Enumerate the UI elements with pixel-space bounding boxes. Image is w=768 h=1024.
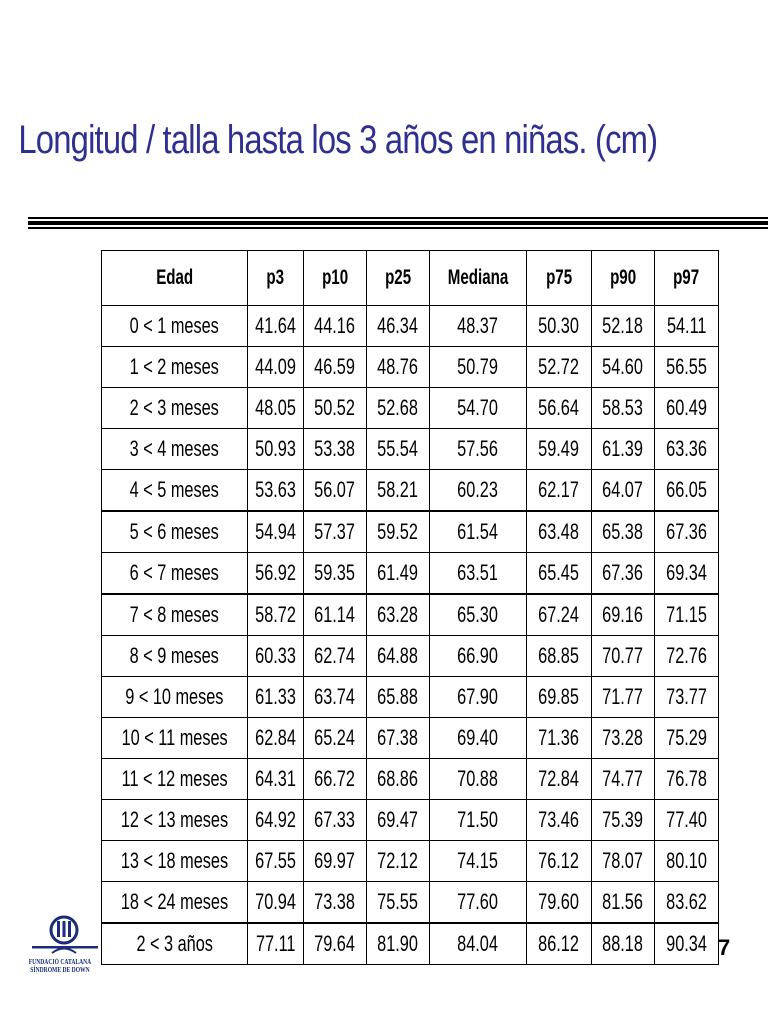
value-cell bbox=[304, 800, 367, 841]
table-row bbox=[102, 594, 719, 636]
value-cell bbox=[430, 470, 527, 512]
table-row bbox=[102, 388, 719, 429]
value-cell bbox=[592, 594, 655, 636]
value-cell bbox=[247, 388, 303, 429]
value-cell bbox=[304, 923, 367, 965]
age-cell bbox=[102, 347, 248, 388]
logo-line-2: SÍNDROME DE DOWN bbox=[30, 966, 90, 974]
cell-text: 48.37 bbox=[457, 313, 499, 338]
column-header-label: p97 bbox=[673, 266, 700, 289]
value-cell bbox=[247, 841, 303, 882]
value-cell bbox=[592, 677, 655, 718]
cell-text: 63.74 bbox=[314, 684, 356, 709]
value-cell bbox=[592, 800, 655, 841]
value-cell bbox=[655, 470, 719, 512]
cell-text: 54.60 bbox=[602, 354, 644, 379]
cell-text: 76.78 bbox=[666, 766, 707, 791]
cell-text: 11 < 12 meses bbox=[121, 766, 228, 791]
cell-text: 62.84 bbox=[255, 725, 296, 750]
cell-text: 73.28 bbox=[602, 725, 644, 750]
title-divider-top bbox=[28, 217, 768, 219]
value-cell bbox=[592, 882, 655, 924]
cell-text: 74.15 bbox=[457, 848, 499, 873]
value-cell bbox=[367, 511, 430, 553]
cell-text: 71.36 bbox=[538, 725, 580, 750]
cell-text: 65.30 bbox=[457, 602, 499, 627]
value-cell bbox=[304, 718, 367, 759]
table-row bbox=[102, 882, 719, 924]
cell-text: 86.12 bbox=[538, 931, 580, 956]
value-cell bbox=[527, 594, 592, 636]
cell-text: 3 < 4 meses bbox=[129, 436, 220, 461]
value-cell bbox=[367, 594, 430, 636]
cell-text: 7 < 8 meses bbox=[129, 602, 220, 627]
cell-text: 54.11 bbox=[666, 313, 707, 338]
cell-text: 65.24 bbox=[314, 725, 356, 750]
value-cell bbox=[655, 594, 719, 636]
table-row bbox=[102, 841, 719, 882]
table-row bbox=[102, 800, 719, 841]
cell-text: 1 < 2 meses bbox=[129, 354, 220, 379]
cell-text: 70.88 bbox=[457, 766, 499, 791]
cell-text: 13 < 18 meses bbox=[120, 848, 229, 873]
cell-text: 77.60 bbox=[457, 889, 499, 914]
value-cell bbox=[304, 594, 367, 636]
cell-text: 69.16 bbox=[602, 602, 644, 627]
cell-text: 9 < 10 meses bbox=[125, 684, 224, 709]
age-cell bbox=[102, 800, 248, 841]
cell-text: 44.16 bbox=[314, 313, 356, 338]
cell-text: 63.28 bbox=[377, 602, 419, 627]
cell-text: 52.68 bbox=[377, 395, 419, 420]
cell-text: 61.49 bbox=[377, 560, 419, 585]
value-cell bbox=[367, 882, 430, 924]
cell-text: 64.92 bbox=[255, 807, 296, 832]
cell-text: 57.37 bbox=[314, 519, 356, 544]
cell-text: 75.55 bbox=[377, 889, 419, 914]
cell-text: 70.77 bbox=[602, 643, 644, 668]
value-cell bbox=[655, 759, 719, 800]
value-cell bbox=[247, 429, 303, 470]
value-cell bbox=[430, 882, 527, 924]
cell-text: 50.79 bbox=[457, 354, 499, 379]
value-cell bbox=[304, 511, 367, 553]
value-cell bbox=[304, 553, 367, 595]
cell-text: 61.33 bbox=[255, 684, 296, 709]
value-cell bbox=[430, 388, 527, 429]
value-cell bbox=[655, 636, 719, 677]
cell-text: 66.90 bbox=[457, 643, 499, 668]
table-row bbox=[102, 923, 719, 965]
value-cell bbox=[592, 429, 655, 470]
cell-text: 64.31 bbox=[255, 766, 296, 791]
cell-text: 55.54 bbox=[377, 436, 419, 461]
cell-text: 10 < 11 meses bbox=[121, 725, 228, 750]
age-cell bbox=[102, 429, 248, 470]
value-cell bbox=[430, 636, 527, 677]
value-cell bbox=[655, 347, 719, 388]
age-cell bbox=[102, 923, 248, 965]
cell-text: 63.48 bbox=[538, 519, 580, 544]
value-cell bbox=[247, 759, 303, 800]
cell-text: 69.85 bbox=[538, 684, 580, 709]
cell-text: 79.60 bbox=[538, 889, 580, 914]
cell-text: 90.34 bbox=[666, 931, 707, 956]
column-header-label: Mediana bbox=[447, 266, 509, 289]
value-cell bbox=[247, 677, 303, 718]
value-cell bbox=[592, 388, 655, 429]
table-header-row bbox=[102, 251, 719, 306]
column-header-label: p10 bbox=[321, 266, 349, 289]
value-cell bbox=[592, 306, 655, 347]
cell-text: 84.04 bbox=[457, 931, 499, 956]
page-number: 7 bbox=[718, 935, 731, 960]
value-cell bbox=[430, 429, 527, 470]
table-row bbox=[102, 470, 719, 512]
cell-text: 69.40 bbox=[457, 725, 499, 750]
value-cell bbox=[367, 923, 430, 965]
value-cell bbox=[592, 636, 655, 677]
cell-text: 81.56 bbox=[602, 889, 644, 914]
cell-text: 67.90 bbox=[457, 684, 499, 709]
value-cell bbox=[655, 511, 719, 553]
value-cell bbox=[247, 636, 303, 677]
value-cell bbox=[655, 306, 719, 347]
cell-text: 46.34 bbox=[377, 313, 419, 338]
cell-text: 0 < 1 meses bbox=[129, 313, 220, 338]
value-cell bbox=[592, 553, 655, 595]
value-cell bbox=[247, 594, 303, 636]
cell-text: 64.07 bbox=[602, 477, 644, 502]
cell-text: 2 < 3 años bbox=[136, 931, 213, 956]
cell-text: 74.77 bbox=[602, 766, 644, 791]
cell-text: 66.72 bbox=[314, 766, 356, 791]
age-cell bbox=[102, 511, 248, 553]
value-cell bbox=[247, 882, 303, 924]
age-cell bbox=[102, 718, 248, 759]
value-cell bbox=[247, 553, 303, 595]
cell-text: 68.85 bbox=[538, 643, 580, 668]
cell-text: 65.45 bbox=[538, 560, 580, 585]
cell-text: 52.72 bbox=[538, 354, 580, 379]
cell-text: 71.77 bbox=[602, 684, 644, 709]
cell-text: 18 < 24 meses bbox=[120, 889, 229, 914]
cell-text: 63.51 bbox=[457, 560, 499, 585]
cell-text: 69.47 bbox=[377, 807, 419, 832]
column-header bbox=[304, 251, 367, 306]
cell-text: 67.36 bbox=[602, 560, 644, 585]
column-header bbox=[247, 251, 303, 306]
value-cell bbox=[304, 882, 367, 924]
column-header bbox=[367, 251, 430, 306]
age-cell bbox=[102, 553, 248, 595]
value-cell bbox=[367, 347, 430, 388]
value-cell bbox=[592, 511, 655, 553]
value-cell bbox=[367, 841, 430, 882]
value-cell bbox=[430, 800, 527, 841]
value-cell bbox=[430, 677, 527, 718]
value-cell bbox=[367, 306, 430, 347]
cell-text: 56.92 bbox=[255, 560, 296, 585]
age-cell bbox=[102, 677, 248, 718]
value-cell bbox=[655, 800, 719, 841]
value-cell bbox=[592, 470, 655, 512]
cell-text: 61.54 bbox=[457, 519, 499, 544]
value-cell bbox=[304, 759, 367, 800]
cell-text: 59.49 bbox=[538, 436, 580, 461]
age-cell bbox=[102, 306, 248, 347]
value-cell bbox=[247, 470, 303, 512]
cell-text: 70.94 bbox=[255, 889, 296, 914]
cell-text: 67.33 bbox=[314, 807, 356, 832]
cell-text: 72.84 bbox=[538, 766, 580, 791]
table-row bbox=[102, 429, 719, 470]
cell-text: 66.05 bbox=[666, 477, 707, 502]
cell-text: 75.29 bbox=[666, 725, 707, 750]
value-cell bbox=[655, 841, 719, 882]
table-row bbox=[102, 677, 719, 718]
cell-text: 67.24 bbox=[538, 602, 580, 627]
value-cell bbox=[247, 718, 303, 759]
cell-text: 41.64 bbox=[255, 313, 296, 338]
column-header-label: Edad bbox=[155, 266, 193, 289]
cell-text: 69.34 bbox=[666, 560, 707, 585]
cell-text: 54.70 bbox=[457, 395, 499, 420]
value-cell bbox=[304, 347, 367, 388]
cell-text: 73.46 bbox=[538, 807, 580, 832]
column-header bbox=[655, 251, 719, 306]
age-cell bbox=[102, 636, 248, 677]
column-header bbox=[592, 251, 655, 306]
page-title: Longitud / talla hasta los 3 años en niñas. (cm) bbox=[18, 118, 658, 162]
cell-text: 65.38 bbox=[602, 519, 644, 544]
age-cell bbox=[102, 388, 248, 429]
cell-text: 88.18 bbox=[602, 931, 644, 956]
value-cell bbox=[655, 429, 719, 470]
cell-text: 50.93 bbox=[255, 436, 296, 461]
cell-text: 59.35 bbox=[314, 560, 356, 585]
cell-text: 79.64 bbox=[314, 931, 356, 956]
cell-text: 67.55 bbox=[255, 848, 296, 873]
cell-text: 8 < 9 meses bbox=[129, 643, 220, 668]
cell-text: 58.53 bbox=[602, 395, 644, 420]
value-cell bbox=[655, 718, 719, 759]
cell-text: 53.63 bbox=[255, 477, 296, 502]
cell-text: 48.05 bbox=[255, 395, 296, 420]
column-header-label: p90 bbox=[609, 266, 637, 289]
column-header bbox=[527, 251, 592, 306]
value-cell bbox=[247, 306, 303, 347]
value-cell bbox=[304, 388, 367, 429]
cell-text: 56.64 bbox=[538, 395, 580, 420]
cell-text: 60.49 bbox=[666, 395, 707, 420]
cell-text: 67.38 bbox=[377, 725, 419, 750]
cell-text: 73.77 bbox=[666, 684, 707, 709]
value-cell bbox=[527, 347, 592, 388]
cell-text: 80.10 bbox=[666, 848, 707, 873]
value-cell bbox=[655, 882, 719, 924]
value-cell bbox=[304, 429, 367, 470]
value-cell bbox=[527, 429, 592, 470]
foundation-logo-text bbox=[28, 958, 92, 974]
value-cell bbox=[430, 347, 527, 388]
value-cell bbox=[527, 882, 592, 924]
value-cell bbox=[430, 759, 527, 800]
value-cell bbox=[527, 636, 592, 677]
value-cell bbox=[430, 923, 527, 965]
value-cell bbox=[430, 511, 527, 553]
age-cell bbox=[102, 470, 248, 512]
cell-text: 77.40 bbox=[666, 807, 707, 832]
value-cell bbox=[367, 800, 430, 841]
value-cell bbox=[247, 347, 303, 388]
value-cell bbox=[430, 553, 527, 595]
value-cell bbox=[592, 718, 655, 759]
age-cell bbox=[102, 594, 248, 636]
table-row bbox=[102, 718, 719, 759]
cell-text: 72.12 bbox=[377, 848, 419, 873]
table-row bbox=[102, 636, 719, 677]
cell-text: 76.12 bbox=[538, 848, 580, 873]
value-cell bbox=[592, 841, 655, 882]
value-cell bbox=[367, 388, 430, 429]
value-cell bbox=[655, 553, 719, 595]
value-cell bbox=[655, 388, 719, 429]
cell-text: 62.17 bbox=[538, 477, 580, 502]
value-cell bbox=[304, 306, 367, 347]
value-cell bbox=[367, 429, 430, 470]
title-divider-bottom bbox=[28, 227, 768, 229]
cell-text: 12 < 13 meses bbox=[120, 807, 229, 832]
cell-text: 61.14 bbox=[314, 602, 356, 627]
table-row bbox=[102, 553, 719, 595]
value-cell bbox=[367, 718, 430, 759]
value-cell bbox=[430, 718, 527, 759]
column-header bbox=[102, 251, 248, 306]
cell-text: 4 < 5 meses bbox=[129, 477, 220, 502]
value-cell bbox=[655, 923, 719, 965]
logo-line-1: FUNDACIÓ CATALANA bbox=[28, 958, 92, 966]
value-cell bbox=[430, 594, 527, 636]
value-cell bbox=[367, 759, 430, 800]
cell-text: 65.88 bbox=[377, 684, 419, 709]
value-cell bbox=[527, 470, 592, 512]
cell-text: 68.86 bbox=[377, 766, 419, 791]
cell-text: 72.76 bbox=[666, 643, 707, 668]
cell-text: 50.30 bbox=[538, 313, 580, 338]
cell-text: 52.18 bbox=[602, 313, 644, 338]
value-cell bbox=[247, 923, 303, 965]
cell-text: 67.36 bbox=[666, 519, 707, 544]
table-row bbox=[102, 759, 719, 800]
value-cell bbox=[430, 841, 527, 882]
value-cell bbox=[527, 388, 592, 429]
table-row bbox=[102, 347, 719, 388]
value-cell bbox=[655, 677, 719, 718]
column-header-label: p25 bbox=[384, 266, 412, 289]
value-cell bbox=[592, 347, 655, 388]
cell-text: 78.07 bbox=[602, 848, 644, 873]
value-cell bbox=[430, 306, 527, 347]
cell-text: 75.39 bbox=[602, 807, 644, 832]
value-cell bbox=[527, 553, 592, 595]
cell-text: 50.52 bbox=[314, 395, 356, 420]
value-cell bbox=[367, 636, 430, 677]
cell-text: 56.55 bbox=[666, 354, 707, 379]
value-cell bbox=[367, 677, 430, 718]
cell-text: 71.50 bbox=[457, 807, 499, 832]
value-cell bbox=[247, 800, 303, 841]
value-cell bbox=[304, 841, 367, 882]
cell-text: 56.07 bbox=[314, 477, 356, 502]
cell-text: 62.74 bbox=[314, 643, 356, 668]
value-cell bbox=[367, 470, 430, 512]
value-cell bbox=[304, 470, 367, 512]
table-row bbox=[102, 306, 719, 347]
value-cell bbox=[304, 677, 367, 718]
cell-text: 44.09 bbox=[255, 354, 296, 379]
cell-text: 73.38 bbox=[314, 889, 356, 914]
value-cell bbox=[527, 718, 592, 759]
cell-text: 53.38 bbox=[314, 436, 356, 461]
cell-text: 60.33 bbox=[255, 643, 296, 668]
value-cell bbox=[247, 511, 303, 553]
value-cell bbox=[367, 553, 430, 595]
cell-text: 59.52 bbox=[377, 519, 419, 544]
cell-text: 64.88 bbox=[377, 643, 419, 668]
cell-text: 2 < 3 meses bbox=[129, 395, 220, 420]
title-divider-thick bbox=[28, 221, 768, 225]
cell-text: 69.97 bbox=[314, 848, 356, 873]
cell-text: 54.94 bbox=[255, 519, 296, 544]
column-header-label: p3 bbox=[266, 266, 285, 289]
cell-text: 5 < 6 meses bbox=[129, 519, 220, 544]
value-cell bbox=[592, 923, 655, 965]
cell-text: 57.56 bbox=[457, 436, 499, 461]
column-header-label: p75 bbox=[545, 266, 573, 289]
value-cell bbox=[527, 800, 592, 841]
cell-text: 6 < 7 meses bbox=[129, 560, 220, 585]
value-cell bbox=[592, 759, 655, 800]
value-cell bbox=[304, 636, 367, 677]
cell-text: 61.39 bbox=[602, 436, 644, 461]
value-cell bbox=[527, 841, 592, 882]
cell-text: 46.59 bbox=[314, 354, 356, 379]
cell-text: 71.15 bbox=[666, 602, 707, 627]
age-cell bbox=[102, 882, 248, 924]
cell-text: 83.62 bbox=[666, 889, 707, 914]
value-cell bbox=[527, 923, 592, 965]
cell-text: 48.76 bbox=[377, 354, 419, 379]
cell-text: 58.21 bbox=[377, 477, 419, 502]
cell-text: 63.36 bbox=[666, 436, 707, 461]
value-cell bbox=[527, 677, 592, 718]
value-cell bbox=[527, 759, 592, 800]
cell-text: 81.90 bbox=[377, 931, 419, 956]
cell-text: 58.72 bbox=[255, 602, 296, 627]
age-cell bbox=[102, 759, 248, 800]
value-cell bbox=[527, 511, 592, 553]
column-header bbox=[430, 251, 527, 306]
value-cell bbox=[527, 306, 592, 347]
growth-table bbox=[101, 250, 719, 965]
cell-text: 77.11 bbox=[255, 931, 296, 956]
table-row bbox=[102, 511, 719, 553]
cell-text: 60.23 bbox=[457, 477, 499, 502]
age-cell bbox=[102, 841, 248, 882]
